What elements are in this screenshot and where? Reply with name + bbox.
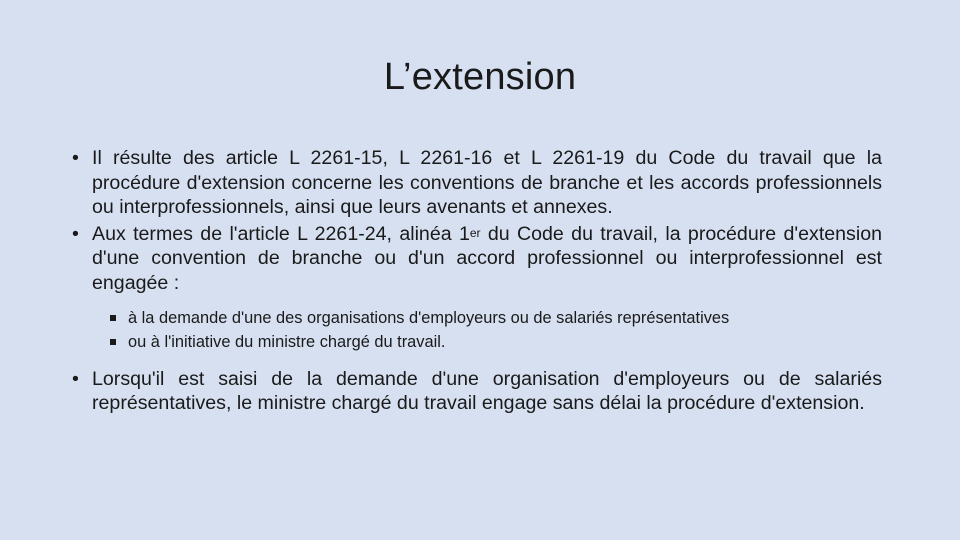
bullet-icon: • — [72, 367, 79, 390]
bullet-item-3 — [72, 367, 882, 416]
sub-bullet-item-2 — [110, 330, 882, 354]
bullet-text: Il résulte des article L 2261-15, L 2261-16 et L 2261-19 du Code du travail que la procédure d'extension concerne les conventions de branche et les accords professionnels ou interprofessionnels, ainsi que leurs avenants et annexes. — [92, 147, 882, 219]
bullet-item-1 — [72, 146, 882, 220]
bullet-text-start: Aux termes de l'article L 2261-24, alinéa 1 — [92, 222, 470, 245]
bullet-text-end: du Code du travail, la procédure d'extension d'une convention de branche ou d'un accord professionnel ou interprofessionnel est engagée : — [92, 222, 882, 294]
sub-bullet-item-1 — [110, 306, 882, 330]
superscript-er: er — [469, 225, 481, 240]
bullet-icon: • — [72, 222, 79, 245]
bullet-text: Lorsqu'il est saisi de la demande d'une organisation d'employeurs ou de salariés représentatives, le ministre chargé du travail engage sans délai la procédure d'extension. — [92, 367, 882, 415]
sub-bullet-text: à la demande d'une des organisations d'employeurs ou de salariés représentatives — [128, 308, 730, 327]
slide-body — [72, 146, 882, 418]
square-bullet-icon — [110, 339, 116, 345]
bullet-item-2 — [72, 222, 882, 296]
sub-bullet-list — [72, 306, 882, 354]
square-bullet-icon — [110, 315, 116, 321]
bullet-icon: • — [72, 147, 79, 169]
sub-bullet-text: ou à l'initiative du ministre chargé du travail. — [128, 332, 446, 351]
slide-title: L’extension — [383, 56, 577, 98]
